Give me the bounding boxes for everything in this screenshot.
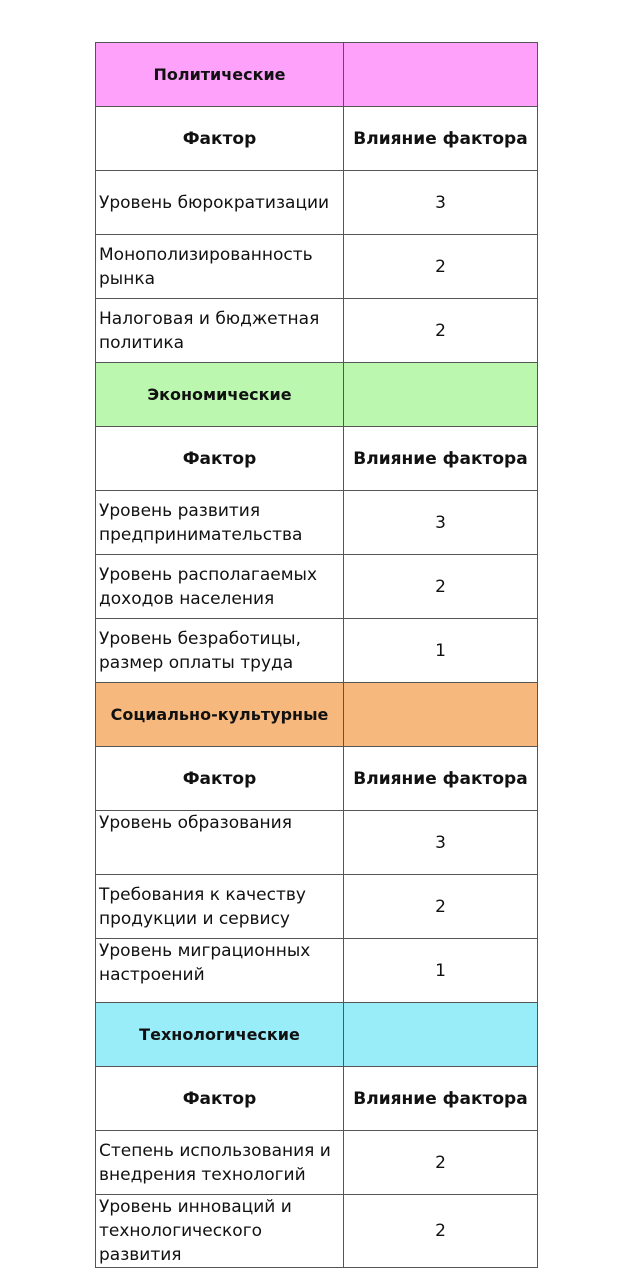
table-row	[96, 939, 538, 1003]
factor-cell: Уровень образования	[96, 811, 344, 875]
factor-header: Фактор	[96, 1067, 344, 1131]
influence-header: Влияние фактора	[344, 747, 538, 811]
influence-header: Влияние фактора	[344, 1067, 538, 1131]
factor-cell: Требования к качеству продукции и сервису	[96, 875, 344, 939]
header-row	[96, 107, 538, 171]
factor-cell: Налоговая и бюджетная политика	[96, 299, 344, 363]
table-row	[96, 171, 538, 235]
influence-cell: 2	[344, 555, 538, 619]
section-title: Технологические	[96, 1003, 344, 1067]
factor-header: Фактор	[96, 107, 344, 171]
factor-cell: Уровень располагаемых доходов населения	[96, 555, 344, 619]
table-row	[96, 299, 538, 363]
section-row-socio-cultural	[96, 683, 538, 747]
section-title: Социально-культурные	[96, 683, 344, 747]
section-empty-cell	[344, 683, 538, 747]
table-row	[96, 555, 538, 619]
factor-header: Фактор	[96, 427, 344, 491]
section-empty-cell	[344, 363, 538, 427]
factor-cell: Уровень инноваций и технологического развития	[96, 1195, 344, 1268]
influence-cell: 2	[344, 1195, 538, 1268]
factor-cell: Уровень безработицы, размер оплаты труда	[96, 619, 344, 683]
section-row-technological	[96, 1003, 538, 1067]
influence-cell: 2	[344, 235, 538, 299]
influence-cell: 2	[344, 299, 538, 363]
section-row-economic	[96, 363, 538, 427]
influence-header: Влияние фактора	[344, 427, 538, 491]
section-row-political	[96, 43, 538, 107]
influence-cell: 2	[344, 875, 538, 939]
table-row	[96, 235, 538, 299]
table-row	[96, 1131, 538, 1195]
factor-cell: Уровень бюрократизации	[96, 171, 344, 235]
influence-header: Влияние фактора	[344, 107, 538, 171]
influence-cell: 1	[344, 619, 538, 683]
header-row	[96, 427, 538, 491]
factor-cell: Степень использования и внедрения технологий	[96, 1131, 344, 1195]
influence-cell: 1	[344, 939, 538, 1003]
section-title: Экономические	[96, 363, 344, 427]
table-row	[96, 1195, 538, 1268]
factor-header: Фактор	[96, 747, 344, 811]
table-row	[96, 619, 538, 683]
table-row	[96, 875, 538, 939]
influence-cell: 3	[344, 491, 538, 555]
factor-cell: Монополизированность рынка	[96, 235, 344, 299]
influence-cell: 3	[344, 811, 538, 875]
header-row	[96, 1067, 538, 1131]
factor-cell: Уровень развития предпринимательства	[96, 491, 344, 555]
section-empty-cell	[344, 1003, 538, 1067]
section-title: Политические	[96, 43, 344, 107]
factor-cell: Уровень миграционных настроений	[96, 939, 344, 1003]
influence-cell: 3	[344, 171, 538, 235]
table-row	[96, 811, 538, 875]
section-empty-cell	[344, 43, 538, 107]
header-row	[96, 747, 538, 811]
pest-factor-table	[95, 42, 538, 1268]
table-row	[96, 491, 538, 555]
influence-cell: 2	[344, 1131, 538, 1195]
